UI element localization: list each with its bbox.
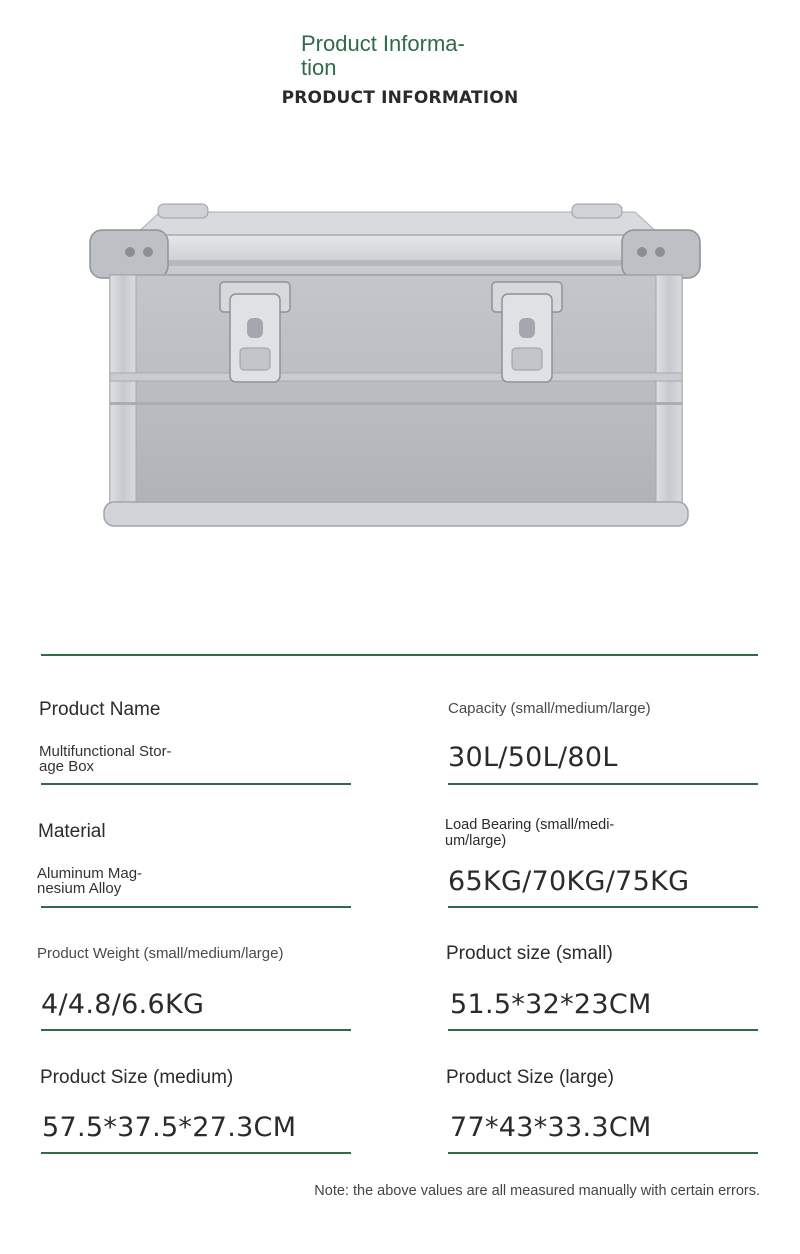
material-value-line2: nesium Alloy — [37, 880, 122, 897]
divider — [448, 1029, 758, 1031]
section-title — [301, 32, 491, 80]
divider — [448, 906, 758, 908]
product-name-label: Product Name — [39, 699, 161, 720]
section-title-line1: Product Informa- — [301, 31, 465, 56]
material-value-line1: Aluminum Mag- — [37, 865, 143, 882]
size-large-label: Product Size (large) — [446, 1067, 614, 1088]
measurement-note: Note: the above values are all measured manually with certain errors. — [314, 1183, 760, 1199]
capacity-value: 30L/50L/80L — [448, 742, 618, 773]
divider — [41, 906, 351, 908]
section-title-line2: tion — [301, 55, 337, 80]
capacity-label: Capacity (small/medium/large) — [448, 700, 651, 717]
product-weight-value: 4/4.8/6.6KG — [41, 989, 205, 1020]
divider-top — [41, 654, 758, 656]
aluminum-storage-box-photo — [80, 190, 710, 540]
size-small-value: 51.5*32*23CM — [450, 989, 652, 1020]
divider — [41, 1152, 351, 1154]
size-large-value: 77*43*33.3CM — [450, 1112, 652, 1143]
divider — [41, 1029, 351, 1031]
product-name-value-line1: Multifunctional Stor- — [39, 743, 172, 760]
load-bearing-label — [445, 817, 614, 849]
material-value — [37, 866, 142, 896]
product-name-value — [39, 744, 172, 774]
section-subtitle: PRODUCT INFORMATION — [281, 88, 519, 108]
size-medium-label: Product Size (medium) — [40, 1067, 234, 1088]
divider — [448, 1152, 758, 1154]
divider — [41, 783, 351, 785]
size-medium-value: 57.5*37.5*27.3CM — [42, 1112, 297, 1143]
load-bearing-label-line2: um/large) — [445, 833, 507, 849]
material-label: Material — [38, 821, 106, 842]
product-name-value-line2: age Box — [39, 758, 95, 775]
product-weight-label: Product Weight (small/medium/large) — [37, 945, 284, 962]
divider — [448, 783, 758, 785]
load-bearing-label-line1: Load Bearing (small/medi- — [445, 817, 615, 833]
load-bearing-value: 65KG/70KG/75KG — [448, 866, 690, 897]
size-small-label: Product size (small) — [446, 943, 613, 964]
